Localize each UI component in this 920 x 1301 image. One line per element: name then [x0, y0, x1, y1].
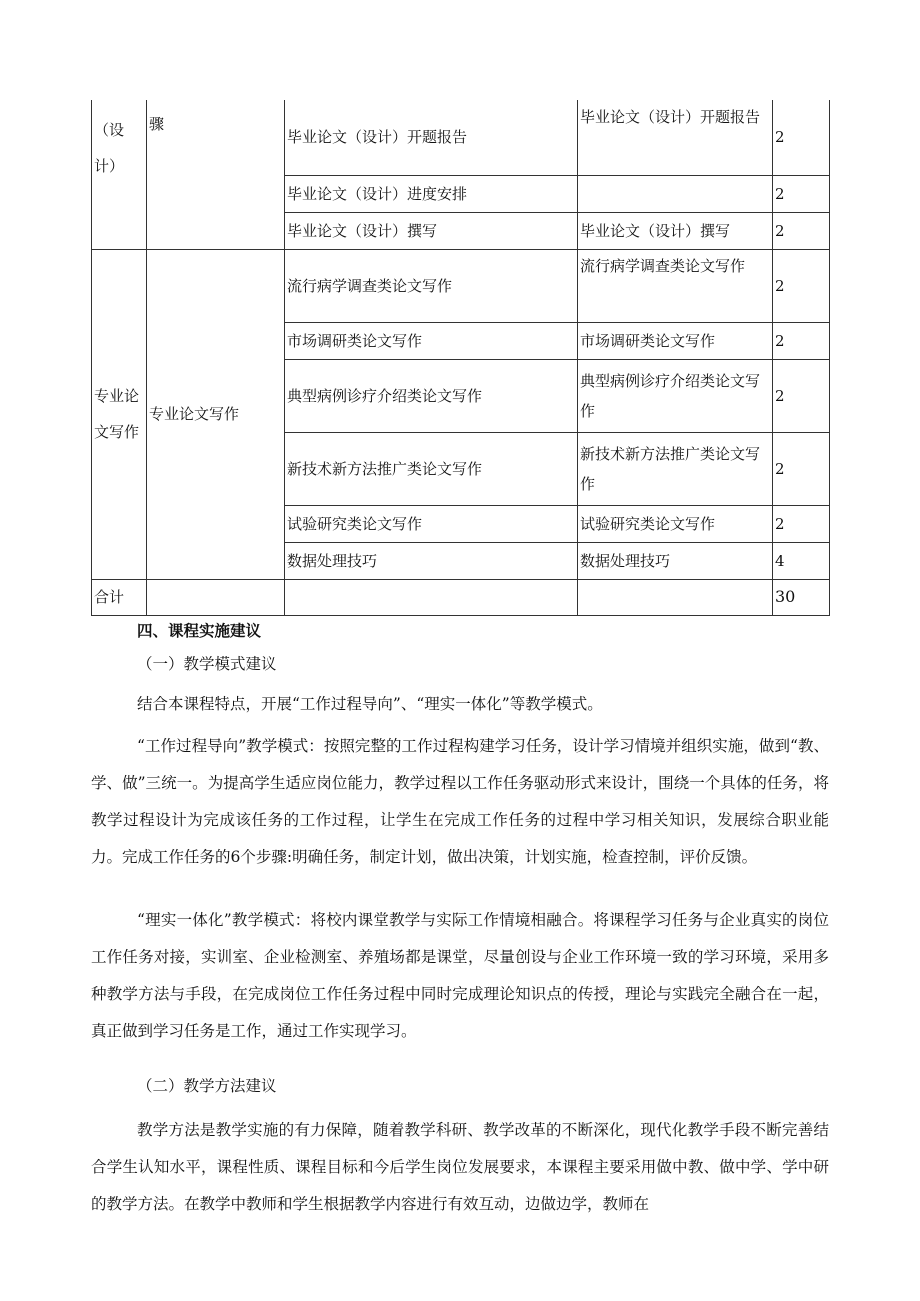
cell-hours: 2 — [773, 249, 830, 322]
cell-content: 流行病学调查类论文写作 — [578, 249, 773, 322]
cell-task: 试验研究类论文写作 — [285, 505, 578, 542]
cell-task: 典型病例诊疗介绍类论文写作 — [285, 359, 578, 432]
cell-content — [578, 175, 773, 212]
cell-total-label: 合计 — [92, 579, 147, 615]
cell-content: 毕业论文（设计）开题报告 — [578, 100, 773, 175]
cell-hours: 2 — [773, 505, 830, 542]
cell-hours: 2 — [773, 212, 830, 249]
cell-task: 毕业论文（设计）开题报告 — [285, 100, 578, 175]
cell-project: 骤 — [147, 100, 285, 249]
section-heading: 四、课程实施建议 — [137, 622, 262, 640]
cell-content: 典型病例诊疗介绍类论文写作 — [578, 359, 773, 432]
cell-hours: 4 — [773, 542, 830, 579]
cell-project: 专业论文写作 — [147, 249, 285, 579]
cell-task: 数据处理技巧 — [285, 542, 578, 579]
paragraph: “工作过程导向”教学模式：按照完整的工作过程构建学习任务，设计学习情境并组织实施，做到“教、学、做”三统一。为提高学生适应岗位能力，教学过程以工作任务驱动形式来设计，围绕一个具体的任务，将教学过程设计为完成该任务的工作过程，让学生在完成工作任务的过程中学习相关知识，发展综合职业能力。完成工作任务的6个步骤:明确任务，制定计划，做出决策，计划实施，检查控制，评价反馈。 — [91, 737, 829, 866]
cell-task: 毕业论文（设计）进度安排 — [285, 175, 578, 212]
cell-content: 试验研究类论文写作 — [578, 505, 773, 542]
cell-hours: 2 — [773, 322, 830, 359]
cell-content: 新技术新方法推广类论文写作 — [578, 432, 773, 505]
cell-content: 数据处理技巧 — [578, 542, 773, 579]
table-row — [92, 100, 830, 175]
subsection-heading: （二）教学方法建议 — [137, 1077, 277, 1095]
table-row-total — [92, 579, 830, 615]
cell-task: 市场调研类论文写作 — [285, 322, 578, 359]
cell-hours: 2 — [773, 432, 830, 505]
cell-task: 毕业论文（设计）撰写 — [285, 212, 578, 249]
cell-task: 流行病学调查类论文写作 — [285, 249, 578, 322]
cell-hours: 2 — [773, 175, 830, 212]
cell-task: 新技术新方法推广类论文写作 — [285, 432, 578, 505]
paragraph: 结合本课程特点，开展“工作过程导向”、“理实一体化”等教学模式。 — [137, 695, 603, 713]
cell-hours: 2 — [773, 359, 830, 432]
cell-content: 毕业论文（设计）撰写 — [578, 212, 773, 249]
cell-total-value: 30 — [773, 579, 830, 615]
subsection-heading: （一）教学模式建议 — [137, 655, 277, 673]
course-hours-table — [91, 100, 830, 616]
cell-hours: 2 — [773, 100, 830, 175]
paragraph: 教学方法是教学实施的有力保障，随着教学科研、教学改革的不断深化，现代化教学手段不断完善结合学生认知水平，课程性质、课程目标和今后学生岗位发展要求，本课程主要采用做中教、做中学、学中研的教学方法。在教学中教师和学生根据教学内容进行有效互动，边做边学，教师在 — [91, 1121, 829, 1213]
paragraph: “理实一体化”教学模式：将校内课堂教学与实际工作情境相融合。将课程学习任务与企业真实的岗位工作任务对接，实训室、企业检测室、养殖场都是课堂，尽量创设与企业工作环境一致的学习环境，采用多种教学方法与手段，在完成岗位工作任务过程中同时完成理论知识点的传授，理论与实践完全融合在一起，真正做到学习任务是工作，通过工作实现学习。 — [91, 911, 829, 1040]
cell-content: 市场调研类论文写作 — [578, 322, 773, 359]
cell-module: 专业论文写作 — [92, 249, 147, 579]
cell-module: （设计） — [92, 100, 147, 249]
table-row — [92, 249, 830, 322]
